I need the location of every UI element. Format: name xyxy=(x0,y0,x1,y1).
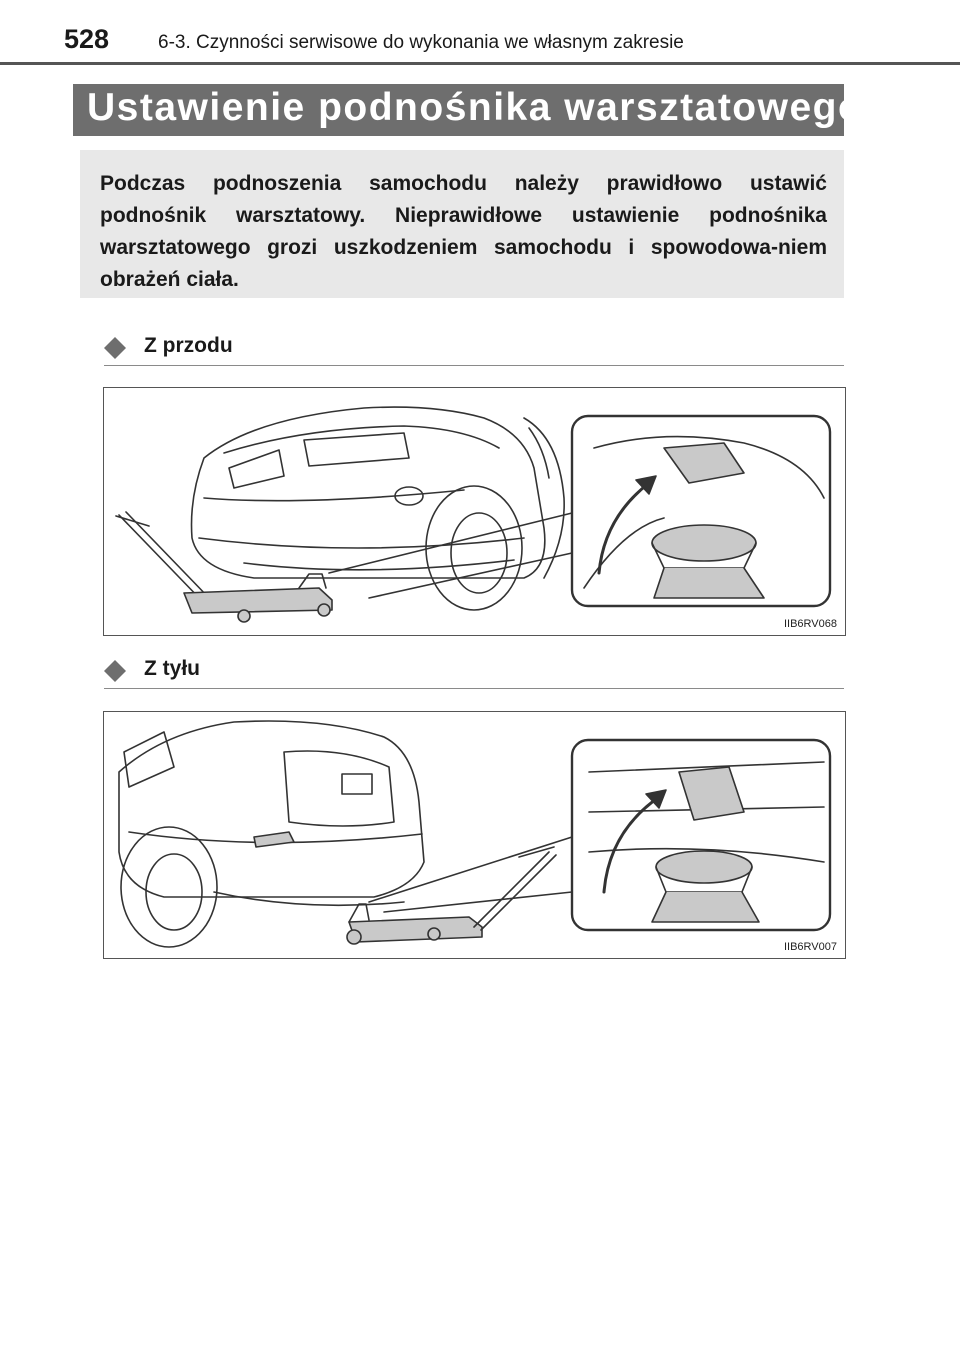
front-jack-illustration xyxy=(104,388,845,635)
figure-code-rear: IIB6RV007 xyxy=(783,941,837,953)
diamond-bullet-icon xyxy=(104,660,126,682)
figure-code-front: IIB6RV068 xyxy=(783,618,837,630)
rear-jack-illustration xyxy=(104,712,845,958)
section-title: 6-3. Czynności serwisowe do wykonania we własnym zakresie xyxy=(158,32,684,53)
subheading-front-label: Z przodu xyxy=(144,334,233,357)
intro-box xyxy=(80,150,844,298)
intro-text: Podczas podnoszenia samochodu należy prawidłowo ustawić podnośnik warsztatowy. Nieprawidłowe ustawienie podnośnika warsztatowego grozi uszkodzeniem samochodu i spowodowa-niem obrażeń ciała. xyxy=(100,172,827,291)
figure-rear-jack xyxy=(103,711,846,959)
page-header xyxy=(0,0,960,68)
subheading-rear-label: Z tyłu xyxy=(144,657,200,680)
subheading-divider xyxy=(104,365,844,366)
header-divider xyxy=(0,62,960,65)
subheading-front xyxy=(104,330,844,366)
diamond-bullet-icon xyxy=(104,337,126,359)
page-title: Ustawienie podnośnika warsztatowego xyxy=(87,86,864,129)
title-banner xyxy=(73,84,864,136)
page-number: 528 xyxy=(64,24,110,54)
figure-front-jack xyxy=(103,387,846,636)
subheading-rear xyxy=(104,653,844,689)
subheading-divider xyxy=(104,688,844,689)
